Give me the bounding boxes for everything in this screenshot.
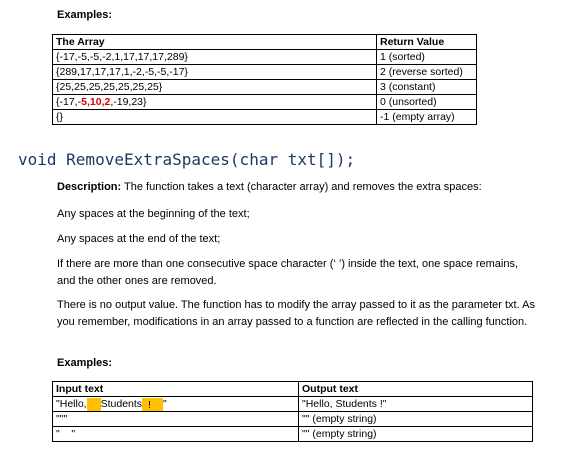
array-cell: {-17,-5,-5,-2,1,17,17,17,289} [53,50,377,65]
rule-consecutive-spaces: If there are more than one consecutive space character (‘ ’) inside the text, one space remains, and the other ones are removed. [57,258,519,287]
table-row [53,397,533,412]
input-cell: " " [53,427,299,442]
array-table [52,34,477,125]
return-value-cell: 1 (sorted) [377,50,477,65]
function-signature: void RemoveExtraSpaces(char txt[]); [18,150,356,169]
rule-trailing-spaces: Any spaces at the end of the text; [57,233,221,245]
array-cell: {289,17,17,17,1,-2,-5,-5,-17} [53,65,377,80]
table-row [53,65,477,80]
input-quote-open: " [56,398,60,410]
output-cell: "" (empty string) [299,427,533,442]
array-text-after: ,-19,23} [110,96,147,108]
table-header-row [53,382,533,397]
space-highlight [151,398,163,411]
return-value-cell: 2 (reverse sorted) [377,65,477,80]
input-cell: """ [53,412,299,427]
table-row [53,80,477,95]
rule-leading-spaces: Any spaces at the beginning of the text; [57,208,250,220]
return-value-cell: 3 (constant) [377,80,477,95]
table-row [53,110,477,125]
column-header-array: The Array [53,35,377,50]
table-row [53,50,477,65]
description-text: The function takes a text (character array) and removes the extra spaces: [121,181,482,193]
table-row [53,427,533,442]
array-cell: {25,25,25,25,25,25,25} [53,80,377,95]
examples-heading-2: Examples: [57,357,113,369]
table-row [53,412,533,427]
examples-heading-1: Examples: [57,9,113,21]
return-value-cell: 0 (unsorted) [377,95,477,110]
column-header-input: Input text [53,382,299,397]
table-header-row [53,35,477,50]
description-paragraph [57,180,482,194]
input-cell [53,397,299,412]
array-cell: {} [53,110,377,125]
description-label: Description: [57,181,122,193]
input-word-exclamation: ! [148,398,151,411]
array-text-unsorted-highlight: 5,10,2 [81,96,111,108]
array-text-before: {-17,- [56,96,82,108]
space-highlight [87,398,101,411]
column-header-return-value: Return Value [377,35,477,50]
output-cell: "Hello, Students !" [299,397,533,412]
input-word-hello: Hello, [59,398,87,410]
column-header-output: Output text [299,382,533,397]
array-cell [53,95,377,110]
output-cell: "" (empty string) [299,412,533,427]
table-row [53,95,477,110]
input-quote-close: " [162,398,167,410]
return-value-cell: -1 (empty array) [377,110,477,125]
text-table [52,381,533,442]
output-note: There is no output value. The function has to modify the array passed to it as the parameter txt. As you remember, modifications in an array passed to a function are reflected in the calling function. [57,299,535,328]
input-word-students: Students [100,398,143,410]
